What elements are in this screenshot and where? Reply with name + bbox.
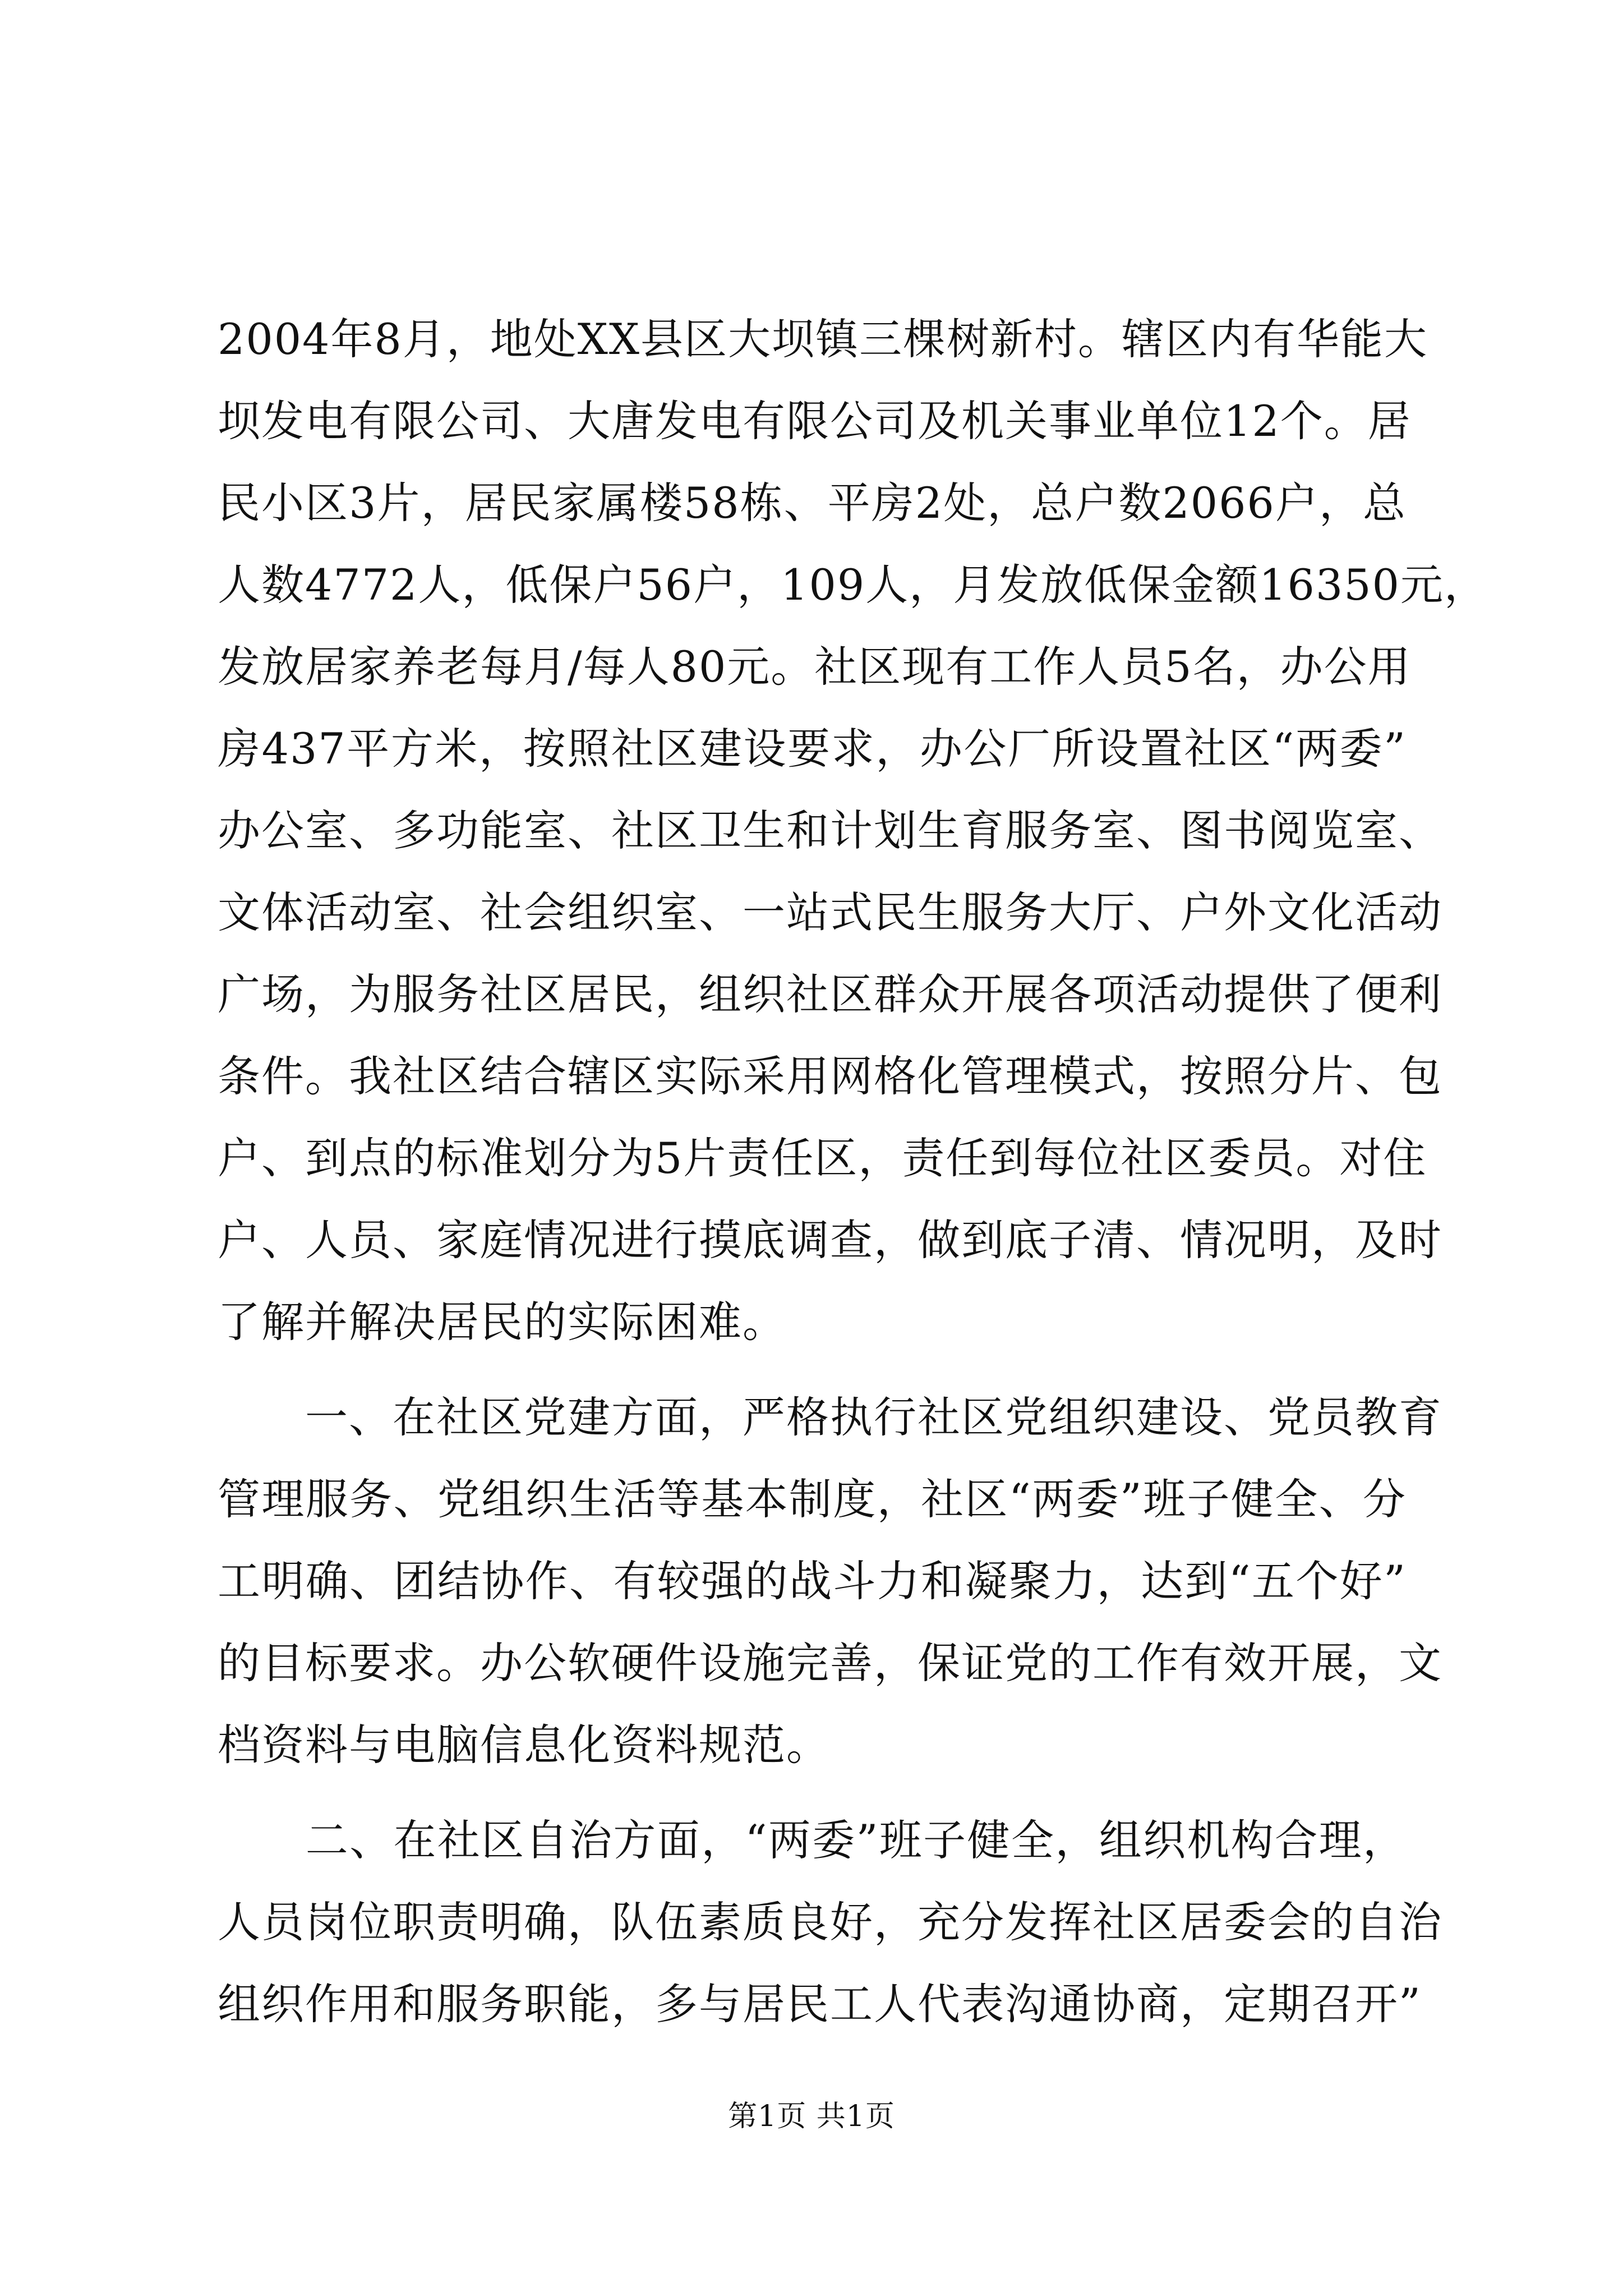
text-line: 条件。我社区结合辖区实际采用网格化管理模式，按照分片、包 <box>218 1051 1442 1101</box>
text-line: 管理服务、党组织生活等基本制度，社区“两委”班子健全、分 <box>218 1474 1407 1524</box>
text-line: 了解并解决居民的实际困难。 <box>218 1297 786 1347</box>
text-line: 文体活动室、社会组织室、一站式民生服务大厅、户外文化活动 <box>218 887 1442 937</box>
text-line: 组织作用和服务职能，多与居民工人代表沟通协商，定期召开” <box>218 1979 1422 2029</box>
paragraph-gap <box>218 1786 1407 1800</box>
text-line: 人员岗位职责明确，队伍素质良好，充分发挥社区居委会的自治 <box>218 1897 1442 1947</box>
text-line: 坝发电有限公司、大唐发电有限公司及机关事业单位12个。居 <box>218 396 1412 446</box>
text-line: 办公室、多功能室、社区卫生和计划生育服务室、图书阅览室、 <box>218 806 1442 855</box>
text-line: 民小区3片，居民家属楼58栋、平房2处，总户数2066户，总 <box>218 478 1407 528</box>
text-line: 2004年8月，地处XX县区大坝镇三棵树新村。辖区内有华能大 <box>218 314 1428 364</box>
text-line: 一、在社区党建方面，严格执行社区党组织建设、党员教育 <box>218 1392 1442 1442</box>
text-line: 户、人员、家庭情况进行摸底调查，做到底子清、情况明，及时 <box>218 1215 1442 1265</box>
page-footer <box>0 2097 1623 2136</box>
text-line: 广场，为服务社区居民，组织社区群众开展各项活动提供了便利 <box>218 969 1442 1019</box>
text-line: 发放居家养老每月/每人80元。社区现有工作人员5名，办公用 <box>218 642 1412 692</box>
text-line: 的目标要求。办公软硬件设施完善，保证党的工作有效开展，文 <box>218 1638 1442 1688</box>
document-body <box>218 298 1488 2045</box>
page-number-label: 第1页 共1页 <box>728 2100 895 2133</box>
text-line: 工明确、团结协作、有较强的战斗力和凝聚力，达到“五个好” <box>218 1556 1407 1606</box>
paragraph-gap <box>218 1363 1407 1377</box>
text-line: 人数4772人，低保户56户，109人，月发放低保金额16350元， <box>218 560 1488 610</box>
text-line: 户、到点的标准划分为5片责任区，责任到每位社区委员。对住 <box>218 1133 1427 1183</box>
text-line: 房437平方米，按照社区建设要求，办公厂所设置社区“两委” <box>218 724 1407 774</box>
text-line: 档资料与电脑信息化资料规范。 <box>218 1720 830 1770</box>
text-line: 二、在社区自治方面，“两委”班子健全，组织机构合理， <box>218 1815 1407 1865</box>
